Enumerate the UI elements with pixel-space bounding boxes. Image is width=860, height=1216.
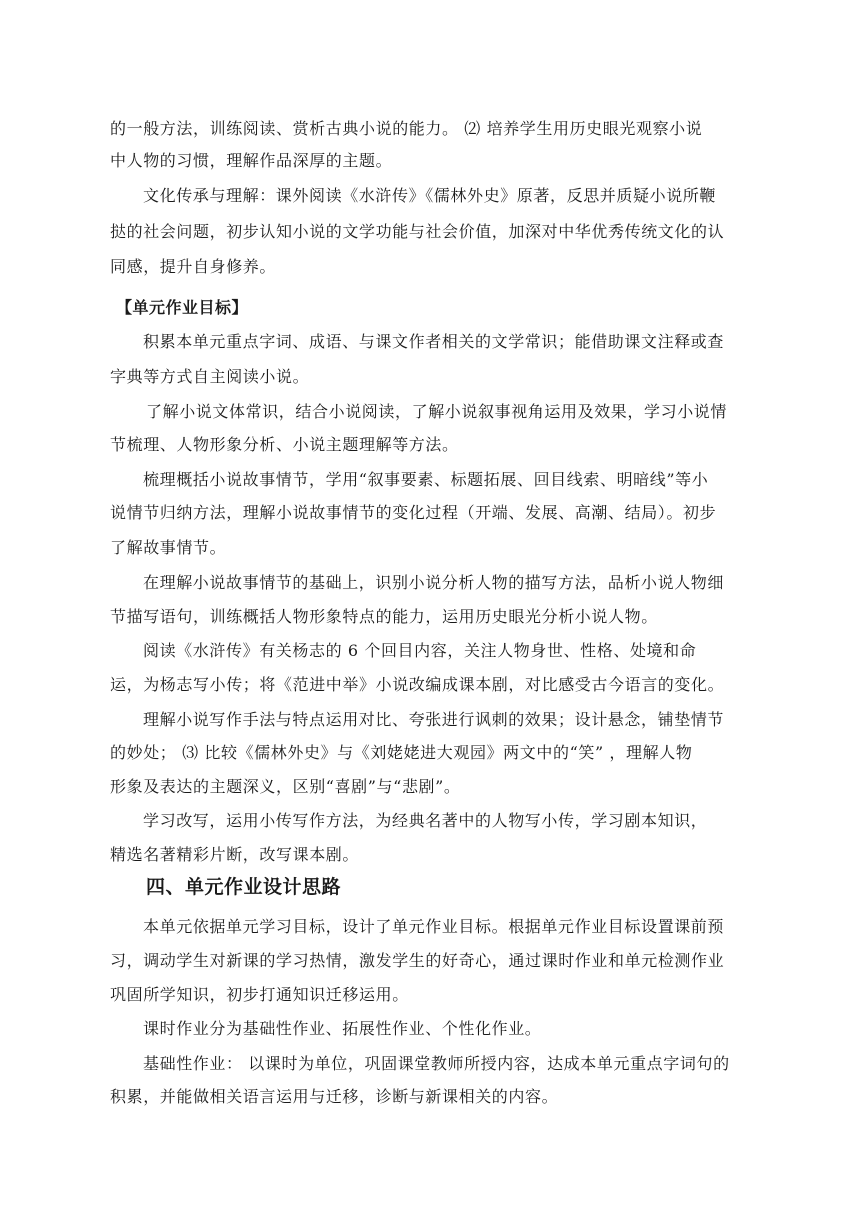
paragraph-line: 同感，提升自身修养。 [110, 257, 277, 276]
goal-line: 节梳理、人物形象分析、小说主题理解等方法。 [110, 435, 459, 454]
paragraph-line: 的一般方法，训练阅读、赏析古典小说的能力。 ⑵ 培养学生用历史眼光观察小说 [110, 119, 703, 138]
goal-line: 了解小说文体常识，结合小说阅读，了解小说叙事视角运用及效果，学习小说情 [146, 402, 728, 421]
goal-line: 理解小说写作手法与特点运用对比、夸张进行讽刺的效果；设计悬念，铺垫情节 [143, 710, 725, 729]
goal-line: 运，为杨志写小传；将《范进中举》小说改编成课本剧，对比感受古今语言的变化。 [110, 675, 725, 694]
goal-line: 的妙处； ⑶ 比较《儒林外史》与《刘姥姥进大观园》两文中的“笑” ，理解人物 [110, 743, 693, 762]
design-line: 习，调动学生对新课的学习热情，激发学生的好奇心，通过课时作业和单元检测作业 [110, 951, 725, 970]
goal-line: 阅读《水浒传》有关杨志的 6 个回目内容，关注人物身世、性格、处境和命 [143, 641, 697, 660]
section-heading: 【单元作业目标】 [116, 298, 249, 317]
design-line: 积累，并能做相关语言运用与迁移，诊断与新课相关的内容。 [110, 1087, 559, 1106]
goal-line: 精选名著精彩片断，改写课本剧。 [110, 845, 360, 864]
design-line: 课时作业分为基础性作业、拓展性作业、个性化作业。 [143, 1019, 542, 1038]
goal-line: 节描写语句，训练概括人物形象特点的能力，运用历史眼光分析小说人物。 [110, 607, 658, 626]
paragraph-line: 文化传承与理解：课外阅读《水浒传》《儒林外史》原著，反思并质疑小说所鞭 [143, 186, 717, 205]
paragraph-line: 中人物的习惯，理解作品深厚的主题。 [110, 151, 393, 170]
section-heading-4: 四、单元作业设计思路 [146, 876, 342, 898]
design-line: 本单元依据单元学习目标，设计了单元作业目标。根据单元作业目标设置课前预 [143, 917, 725, 936]
goal-line: 梳理概括小说故事情节，学用“叙事要素、标题拓展、回目线索、明暗线”等小 [143, 470, 709, 489]
goal-line: 在理解小说故事情节的基础上，识别小说分析人物的描写方法，品析小说人物细 [143, 573, 725, 592]
paragraph-line: 挞的社会问题，初步认知小说的文学功能与社会价值，加深对中华优秀传统文化的认 [110, 222, 725, 241]
goal-line: 积累本单元重点字词、成语、与课文作者相关的文学常识；能借助课文注释或查 [143, 332, 725, 351]
goal-line: 字典等方式自主阅读小说。 [110, 367, 310, 386]
design-line: 基础性作业： 以课时为单位，巩固课堂教师所授内容，达成本单元重点字词句的 [143, 1054, 730, 1073]
design-line: 巩固所学知识，初步打通知识迁移运用。 [110, 985, 409, 1004]
goal-line: 了解故事情节。 [110, 538, 227, 557]
goal-line: 形象及表达的主题深义，区别“喜剧”与“悲剧”。 [110, 777, 461, 796]
goal-line: 学习改写，运用小传写作方法，为经典名著中的人物写小传，学习剧本知识， [143, 811, 708, 830]
goal-line: 说情节归纳方法，理解小说故事情节的变化过程（开端、发展、高潮、结局）。初步 [110, 503, 717, 522]
